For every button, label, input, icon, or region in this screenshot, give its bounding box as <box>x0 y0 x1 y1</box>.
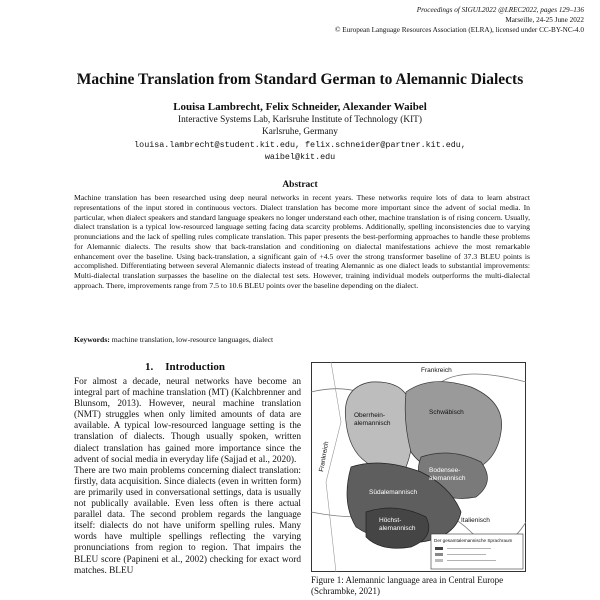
introduction-body <box>74 377 301 577</box>
legend-swatch-3 <box>435 559 443 562</box>
venue-line: Marseille, 24-25 June 2022 <box>505 16 584 24</box>
map-label-frankreich-top: Frankreich <box>421 367 452 374</box>
author-list: Louisa Lambrecht, Felix Schneider, Alexander Waibel <box>173 101 427 113</box>
map-label-oberrhein-2: alemannisch <box>354 420 391 427</box>
keywords <box>74 335 530 344</box>
map-label-italienisch: Italienisch <box>461 517 490 524</box>
affiliation: Interactive Systems Lab, Karlsruhe Institute of Technology (KIT) <box>178 115 422 125</box>
location: Karlsruhe, Germany <box>262 127 338 137</box>
email-line-1: louisa.lambrecht@student.kit.edu, felix.schneider@partner.kit.edu, <box>134 140 466 150</box>
paper-title: Machine Translation from Standard German to Alemannic Dialects <box>76 71 524 88</box>
map-label-bodensee: Bodensee- <box>429 467 461 474</box>
keywords-text: machine translation, low-resource languages, dialect <box>111 335 274 344</box>
map-label-hoechst-2: alemannisch <box>379 525 416 532</box>
figure-caption: Figure 1: Alemannic language area in Central Europe (Schrambke, 2021) <box>311 575 504 596</box>
license-line: © European Language Resources Association (ELRA), licensed under CC-BY-NC-4.0 <box>335 26 584 34</box>
map-label-oberrhein: Oberrhein- <box>354 412 386 419</box>
legend-swatch-2 <box>435 553 443 556</box>
abstract-heading: Abstract <box>282 180 318 190</box>
map-label-hoechst: Höchst- <box>379 517 402 524</box>
alemannic-map-figure <box>311 362 526 572</box>
intro-paragraph-1: For almost a decade, neural networks have become an integral part of machine translation (MT) (Kalchbrenner and Blunsom, 2013). However, neural machine translation (NMT) struggles when only limited amounts of data are available. A typical low-resourced language setting is the translation of dialects. Though usually spoken, written dialect translation has gained more importance since the advent of social media in everyday life (Sajjad et al., 2020). <box>74 377 301 465</box>
section-number: 1. <box>145 361 154 373</box>
map-label-schwaebisch: Schwäbisch <box>429 409 464 416</box>
legend-swatch-1 <box>435 547 443 550</box>
abstract-text: Machine translation has been researched using deep neural networks in recent years. These networks require lots of data to learn abstract representations of the input stored in continuous vectors. Dialect translation has become more important since the advent of social media. In particular, when dialect speakers and standard language speakers no longer understand each other, machine translation is of rising concern. Usually, dialect translation is a typical low-resourced language setting facing data scarcity problems. Additionally, spelling inconsistencies due to varying pronunciations and the lack of spelling rules complicate translation. This paper presents the best-performing approaches to handle these problems for Alemannic dialects. The results show that back-translation and conditioning on dialectal manifestations achieve the most remarkable enhancement over the baseline. Using back-translation, a significant gain of +4.5 over the strong transformer baseline of 37.3 BLEU points is accomplished. Differentiating between several Alemannic dialects instead of treating Alemannic as one dialect leads to substantial improvements: Multi-dialectal translation surpasses the baseline on the dialectal test sets. However, training individual models outperforms the multi-dialectal approach. There, improvements range from 7.5 to 10.6 BLEU points over the baseline depending on the dialect. <box>74 193 530 290</box>
section-title: Introduction <box>165 361 225 373</box>
proceedings-line: Proceedings of SIGUL2022 @LREC2022, pages 129–136 <box>416 6 584 14</box>
keywords-label: Keywords: <box>74 335 110 344</box>
map-label-suedalemannisch: Südalemannisch <box>369 489 418 496</box>
section-heading <box>74 361 308 373</box>
map-legend-title: Der gesamtalemannische Sprachraum <box>434 538 513 543</box>
intro-paragraph-2: There are two main problems concerning dialect translation: firstly, data acquisition. Since dialects (even in written form) are primarily used in conversational settings, data is usually not publically available. Even less often is there actual parallel data. The second problem regards the language itself: dialects do not have uniform spelling rules. Many words have multiple spellings reflecting the varying pronunciations from region to region. That impairs the BLEU score (Papineni et al., 2002) checking for exact word matches. BLEU <box>74 465 301 576</box>
map-label-frankreich-side: Frankreich <box>318 440 331 473</box>
map-label-bodensee-2: alemannisch <box>429 475 466 482</box>
email-line-2: waibel@kit.edu <box>264 152 336 162</box>
